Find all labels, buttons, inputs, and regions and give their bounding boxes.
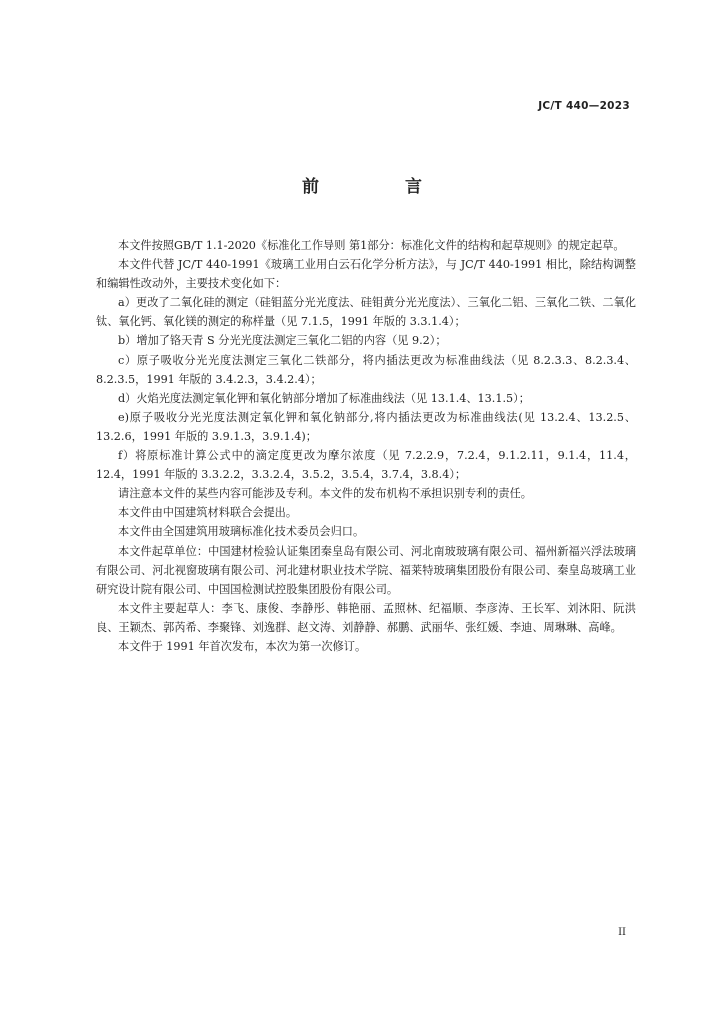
change-item-d: d）火焰光度法测定氧化钾和氧化钠部分增加了标准曲线法（见 13.1.4、13.1.5）；	[118, 391, 530, 405]
paragraph-history: 本文件于 1991 年首次发布，本次为第一次修订。	[118, 639, 367, 653]
standard-number: JC/T 440—2023	[538, 100, 630, 112]
paragraph-proposed-by: 本文件由中国建筑材料联合会提出。	[118, 506, 298, 520]
page-number: II	[618, 927, 626, 938]
change-item-c: c）原子吸收分光光度法测定三氧化二铁部分，将内插法更改为标准曲线法（见 8.2.3.3、8.2.3.4、8.2.3.5，1991 年版的 3.4.2.3，3.4.2.4）；	[96, 353, 636, 386]
paragraph-drafting-units: 本文件起草单位：中国建材检验认证集团秦皇岛有限公司、河北南玻玻璃有限公司、福州新福兴浮法玻璃有限公司、河北视窗玻璃有限公司、河北建材职业技术学院、福莱特玻璃集团股份有限公司、秦皇岛玻璃工业研究设计院有限公司、中国国检测试控股集团股份有限公司。	[96, 544, 636, 596]
page-title: 前 言	[302, 177, 462, 197]
paragraph-patent-notice: 请注意本文件的某些内容可能涉及专利。本文件的发布机构不承担识别专利的责任。	[118, 487, 532, 501]
change-item-b: b）增加了铬天青 S 分光光度法测定三氧化二铝的内容（见 9.2）；	[118, 334, 447, 348]
paragraph-drafters: 本文件主要起草人：李飞、康俊、李静彤、韩艳丽、孟照林、纪福顺、李彦涛、王长军、刘沐阳、阮洪良、王颖杰、郭芮希、李聚锋、刘逸群、赵文涛、刘静静、郝鹏、武丽华、张红媛、李迪、周琳琳、高峰。	[96, 601, 636, 634]
paragraph-replaces: 本文件代替 JC/T 440-1991《玻璃工业用白云石化学分析方法》，与 JC/T 440-1991 相比，除结构调整和编辑性改动外，主要技术变化如下：	[96, 258, 636, 291]
foreword-body	[96, 236, 636, 656]
paragraph-drafting-rules: 本文件按照GB/T 1.1-2020《标准化工作导则 第1部分：标准化文件的结构和起草规则》的规定起草。	[118, 239, 625, 252]
paragraph-centralized-by: 本文件由全国建筑用玻璃标准化技术委员会归口。	[118, 525, 365, 539]
change-item-a: a）更改了二氧化硅的测定（硅钼蓝分光光度法、硅钼黄分光光度法）、三氧化二铝、三氧化二铁、二氧化钛、氧化钙、氧化镁的测定的称样量（见 7.1.5，1991 年版的 3.3.1.4）；	[96, 296, 636, 329]
change-item-e: e)原子吸收分光光度法测定氧化钾和氧化钠部分,将内插法更改为标准曲线法(见 13.2.4、13.2.5、13.2.6，1991 年版的 3.9.1.3，3.9.1.4)；	[96, 410, 636, 443]
change-item-f: f）将原标准计算公式中的滴定度更改为摩尔浓度（见 7.2.2.9，7.2.4，9.1.2.11，9.1.4，11.4，12.4，1991 年版的 3.3.2.2，3.3.2.4，3.5.2，3.5.4，3.7.4，3.8.4）；	[96, 449, 636, 482]
